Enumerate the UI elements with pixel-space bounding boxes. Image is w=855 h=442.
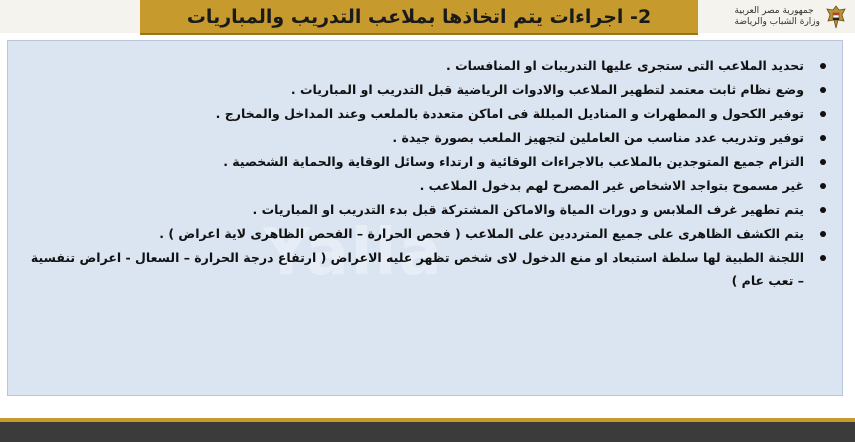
bullet-icon bbox=[820, 231, 826, 237]
list-item bbox=[24, 102, 830, 125]
list-item-text: توفير وتدريب عدد مناسب من العاملين لتجهيز الملعب بصورة جيدة . bbox=[392, 130, 804, 145]
list-item-text: تحديد الملاعب التى ستجرى عليها التدريبات او المنافسات . bbox=[446, 58, 804, 73]
bullet-icon bbox=[820, 135, 826, 141]
list-item bbox=[24, 150, 830, 173]
watermark: Yalla bbox=[263, 216, 444, 290]
list-item bbox=[24, 198, 830, 221]
bullet-icon bbox=[820, 63, 826, 69]
list-item-text: يتم الكشف الظاهرى على جميع المترددين على الملاعب ( فحص الحرارة – الفحص الظاهرى لاية اعراض ) . bbox=[159, 226, 804, 241]
bullet-icon bbox=[820, 255, 826, 261]
list-item bbox=[24, 54, 830, 77]
bullet-icon bbox=[820, 111, 826, 117]
list-item-text: يتم تطهير غرف الملابس و دورات المياة والاماكن المشتركة قبل بدء التدريب او المباريات . bbox=[252, 202, 804, 217]
list-item-text: وضع نظام ثابت معتمد لتطهير الملاعب والادوات الرياضية قبل التدريب او المباريات . bbox=[290, 82, 804, 97]
title-banner bbox=[140, 0, 698, 35]
logo-text bbox=[735, 6, 820, 28]
list-item bbox=[24, 222, 830, 245]
logo-line-1: جمهورية مصر العربية bbox=[734, 6, 814, 16]
header-bar bbox=[0, 0, 855, 33]
bullet-icon bbox=[820, 183, 826, 189]
eagle-emblem-icon bbox=[825, 4, 847, 30]
list-item-text: اللجنة الطبية لها سلطة استبعاد او منع الدخول لاى شخص تظهر عليه الاعراض ( ارتفاع درجة الحرارة – السعال - اعراض تنفسية – تعب عام ) bbox=[30, 250, 804, 288]
list-item-text: غير مسموح بتواجد الاشخاص غير المصرح لهم بدخول الملاعب . bbox=[419, 178, 804, 193]
list-item bbox=[24, 78, 830, 101]
ministry-logo bbox=[705, 2, 847, 32]
list-item-text: التزام جميع المتوجدين بالملاعب بالاجراءات الوقائية و ارتداء وسائل الوقاية والحماية الشخصية . bbox=[223, 154, 804, 169]
list-item bbox=[24, 246, 830, 292]
list-item bbox=[24, 174, 830, 197]
bullet-icon bbox=[820, 159, 826, 165]
logo-line-2: وزارة الشباب والرياضة bbox=[734, 17, 820, 27]
page-title: 2- اجراءات يتم اتخاذها بملاعب التدريب والمباريات bbox=[186, 5, 652, 28]
content-panel bbox=[7, 40, 843, 396]
footer-band bbox=[0, 422, 855, 442]
list-item-text: توفير الكحول و المطهرات و المناديل المبللة فى اماكن متعددة بالملعب وعند المداخل والمخارج . bbox=[215, 106, 804, 121]
bullet-icon bbox=[820, 87, 826, 93]
bullet-icon bbox=[820, 207, 826, 213]
measures-list bbox=[8, 41, 842, 292]
list-item bbox=[24, 126, 830, 149]
